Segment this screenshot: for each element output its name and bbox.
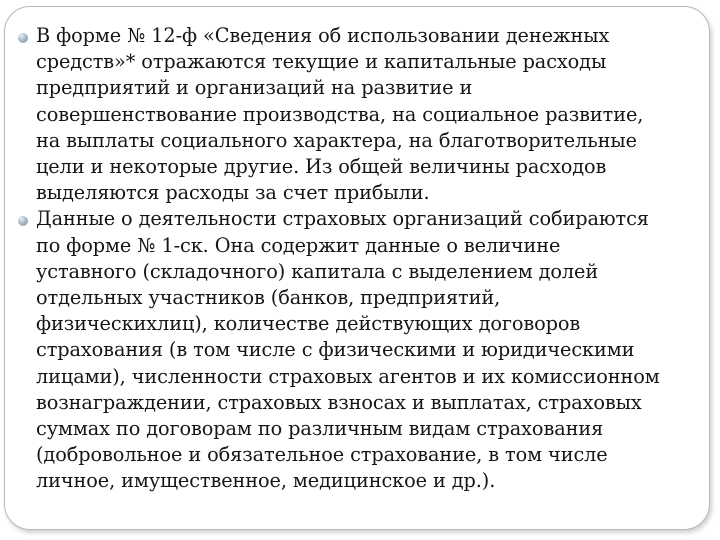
bullet-text [36, 206, 706, 494]
text-line: (добровольное и обязательное страхование, в том числе [36, 443, 608, 467]
bullet-icon [18, 216, 28, 226]
text-line: цели и некоторые другие. Из общей величины расходов [36, 155, 607, 179]
text-line: отдельных участников (банков, предприятий, [36, 286, 501, 310]
text-line: по форме № 1-ск. Она содержит данные о величине [36, 233, 561, 257]
text-line: лицами), численности страховых агентов и их комиссионном [36, 364, 660, 388]
text-line: выделяются расходы за счет прибыли. [36, 181, 430, 205]
text-line: физическихлиц), количестве действующих договоров [36, 312, 581, 336]
slide-content [18, 23, 706, 495]
text-line: предприятий и организаций на развитие и [36, 76, 473, 100]
text-line: вознаграждении, страховых взносах и выплатах, страховых [36, 390, 642, 414]
bullet-item-form-12f [18, 23, 706, 206]
bullet-icon [18, 33, 28, 43]
text-line: страхования (в том числе с физическими и юридическими [36, 338, 635, 362]
text-line: средств»* отражаются текущие и капитальные расходы [36, 50, 607, 74]
bullet-text [36, 23, 706, 206]
text-line: Данные о деятельности страховых организаций собираются [36, 207, 649, 231]
text-line: уставного (складочного) капитала с выделением долей [36, 259, 599, 283]
text-line: на выплаты социального характера, на благотворительные [36, 128, 637, 152]
text-line: В форме № 12-ф «Сведения об использовании денежных [36, 24, 610, 47]
text-line: личное, имущественное, медицинское и др.). [36, 469, 496, 493]
text-line: суммах по договорам по различным видам страхования [36, 417, 604, 441]
text-line: совершенствование производства, на социальное развитие, [36, 102, 644, 126]
bullet-item-form-1sk [18, 206, 706, 494]
